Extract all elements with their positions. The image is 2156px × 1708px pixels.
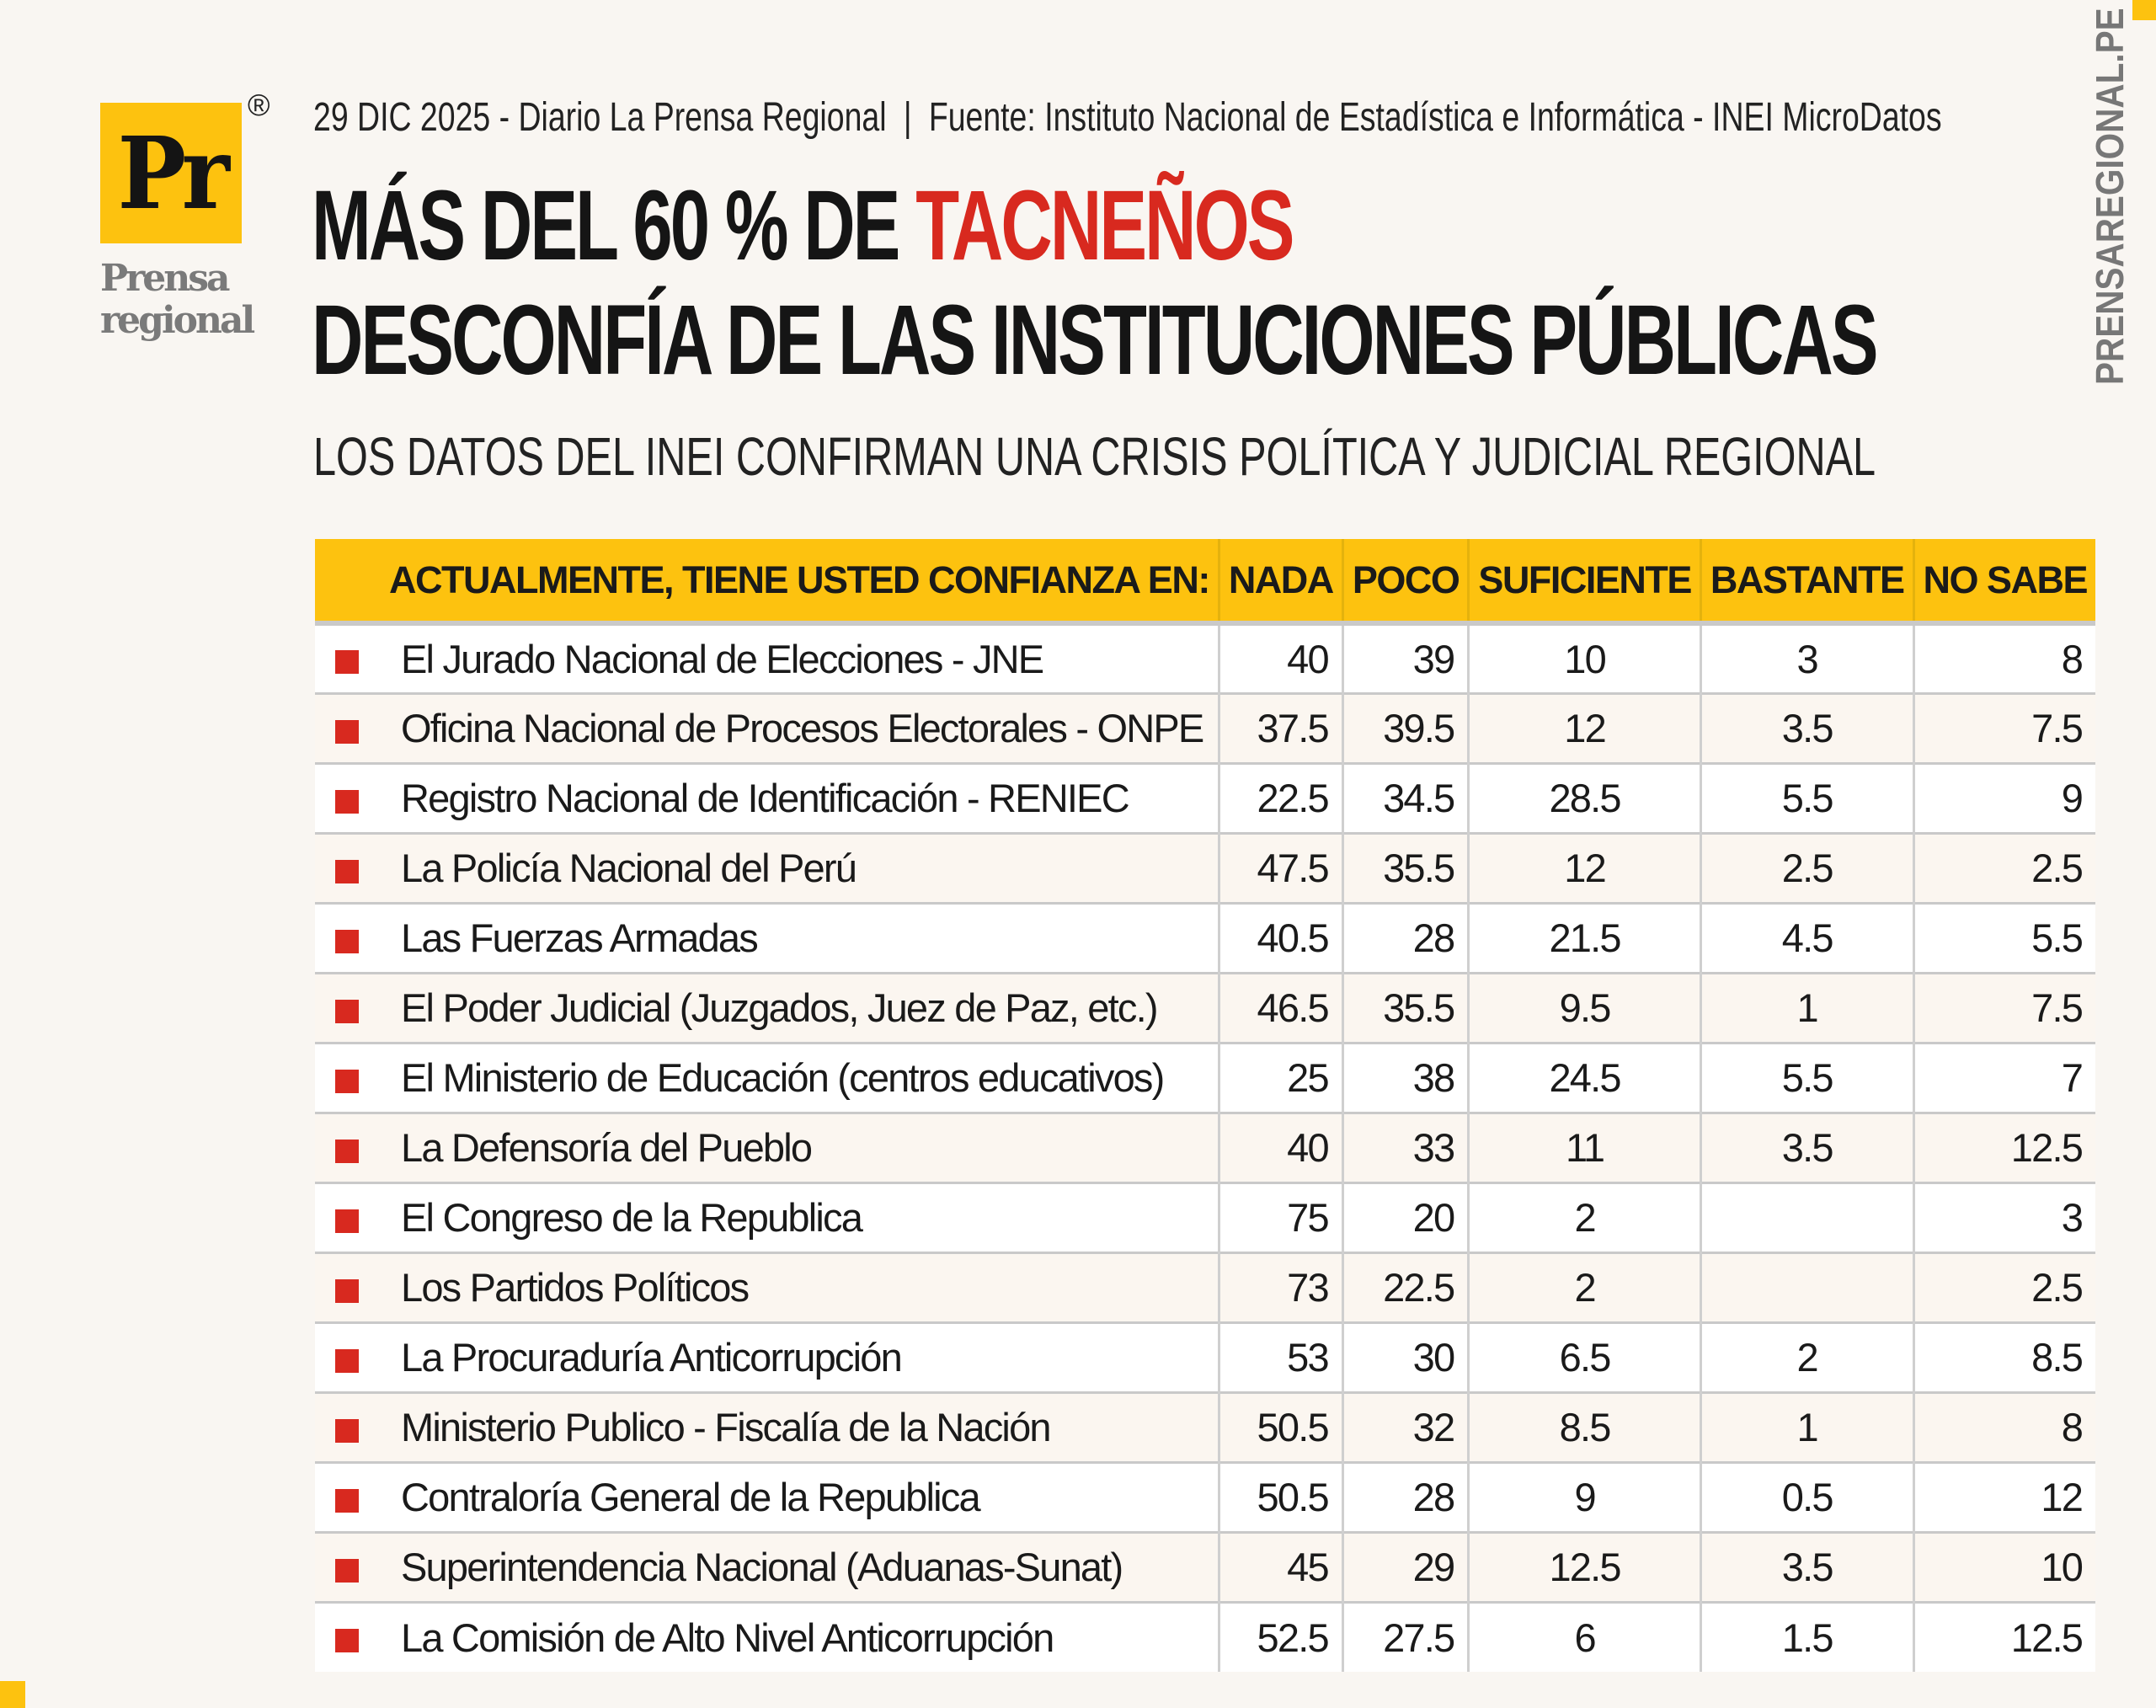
confidence-table (315, 539, 2095, 1672)
value-no-sabe: 7.5 (1913, 693, 2095, 763)
logo-mark: Pr (117, 115, 225, 232)
institution-label: El Poder Judicial (Juzgados, Juez de Paz, etc.) (401, 985, 1157, 1030)
institution-label: El Congreso de la Republica (401, 1195, 862, 1240)
value-bastante: 0.5 (1700, 1462, 1913, 1532)
bullet-square-icon (335, 1209, 359, 1233)
side-url-text: PRENSAREGIONAL.PE (2088, 8, 2132, 385)
institution-label: Las Fuerzas Armadas (401, 915, 757, 960)
institution-label: Oficina Nacional de Procesos Electorales - ONPE (401, 706, 1203, 750)
bullet-square-icon (335, 1629, 359, 1652)
value-no-sabe: 5.5 (1913, 903, 2095, 973)
value-nada: 50.5 (1219, 1462, 1342, 1532)
value-suficiente: 6.5 (1469, 1322, 1701, 1392)
bullet-square-icon (335, 860, 359, 883)
table-row (315, 903, 2095, 973)
value-suficiente: 28.5 (1469, 763, 1701, 833)
value-no-sabe: 8 (1913, 623, 2095, 693)
value-bastante: 3 (1700, 623, 1913, 693)
value-no-sabe: 10 (1913, 1532, 2095, 1602)
institution-cell (315, 1113, 1219, 1182)
value-suficiente: 10 (1469, 623, 1701, 693)
value-nada: 40.5 (1219, 903, 1342, 973)
value-poco: 34.5 (1342, 763, 1469, 833)
value-nada: 50.5 (1219, 1392, 1342, 1462)
institution-cell (315, 1252, 1219, 1322)
value-suficiente: 12 (1469, 693, 1701, 763)
institution-label: Superintendencia Nacional (Aduanas-Sunat) (401, 1545, 1123, 1589)
side-url (2087, 0, 2132, 385)
institution-cell (315, 1182, 1219, 1252)
value-bastante: 1 (1700, 1392, 1913, 1462)
bullet-square-icon (335, 1070, 359, 1093)
corner-accent-bottom (0, 1681, 25, 1708)
value-poco: 33 (1342, 1113, 1469, 1182)
meta-separator: | (903, 95, 912, 140)
institution-cell (315, 833, 1219, 903)
table-row (315, 833, 2095, 903)
institution-cell (315, 693, 1219, 763)
meta-line (313, 94, 1942, 141)
bullet-square-icon (335, 1489, 359, 1513)
institution-cell (315, 903, 1219, 973)
value-bastante: 3.5 (1700, 1113, 1913, 1182)
headline (312, 168, 1876, 398)
value-poco: 22.5 (1342, 1252, 1469, 1322)
registered-mark: ® (248, 88, 270, 122)
headline-line-2: DESCONFÍA DE LAS INSTITUCIONES PÚBLICAS (312, 285, 1876, 396)
value-nada: 22.5 (1219, 763, 1342, 833)
value-suficiente: 2 (1469, 1182, 1701, 1252)
value-bastante: 2 (1700, 1322, 1913, 1392)
institution-cell (315, 1392, 1219, 1462)
bullet-square-icon (335, 1279, 359, 1303)
value-suficiente: 24.5 (1469, 1043, 1701, 1113)
value-poco: 38 (1342, 1043, 1469, 1113)
bullet-square-icon (335, 790, 359, 814)
value-no-sabe: 12.5 (1913, 1113, 2095, 1182)
institution-label: Contraloría General de la Republica (401, 1475, 979, 1519)
value-no-sabe: 7 (1913, 1043, 2095, 1113)
headline-text: MÁS DEL 60 % DE (312, 170, 916, 281)
institution-label: La Comisión de Alto Nivel Anticorrupción (401, 1615, 1054, 1660)
bullet-square-icon (335, 1419, 359, 1443)
value-suficiente: 9.5 (1469, 973, 1701, 1043)
institution-cell (315, 1462, 1219, 1532)
value-suficiente: 12.5 (1469, 1532, 1701, 1602)
value-nada: 45 (1219, 1532, 1342, 1602)
value-bastante (1700, 1182, 1913, 1252)
value-no-sabe: 8 (1913, 1392, 2095, 1462)
institution-label: La Defensoría del Pueblo (401, 1125, 812, 1170)
table-row (315, 1322, 2095, 1392)
bullet-square-icon (335, 650, 359, 674)
value-poco: 27.5 (1342, 1602, 1469, 1672)
table-row (315, 1532, 2095, 1602)
header-poco: POCO (1342, 539, 1469, 623)
table-row (315, 1602, 2095, 1672)
header-no-sabe: NO SABE (1913, 539, 2095, 623)
value-poco: 20 (1342, 1182, 1469, 1252)
value-poco: 32 (1342, 1392, 1469, 1462)
bullet-square-icon (335, 930, 359, 953)
value-bastante: 5.5 (1700, 763, 1913, 833)
value-suficiente: 11 (1469, 1113, 1701, 1182)
value-nada: 40 (1219, 1113, 1342, 1182)
value-nada: 46.5 (1219, 973, 1342, 1043)
institution-label: Registro Nacional de Identificación - RENIEC (401, 776, 1129, 820)
value-bastante: 2.5 (1700, 833, 1913, 903)
value-bastante: 5.5 (1700, 1043, 1913, 1113)
institution-label: La Procuraduría Anticorrupción (401, 1335, 901, 1380)
value-nada: 25 (1219, 1043, 1342, 1113)
date-source: 29 DIC 2025 - Diario La Prensa Regional (313, 95, 887, 140)
table-row (315, 1182, 2095, 1252)
institution-cell (315, 763, 1219, 833)
institution-cell (315, 623, 1219, 693)
value-no-sabe: 12.5 (1913, 1602, 2095, 1672)
logo-word-2: regional (100, 299, 253, 342)
table-row (315, 1462, 2095, 1532)
institution-cell (315, 1602, 1219, 1672)
institution-cell (315, 1532, 1219, 1602)
bullet-square-icon (335, 1000, 359, 1023)
value-nada: 52.5 (1219, 1602, 1342, 1672)
value-bastante: 3.5 (1700, 1532, 1913, 1602)
table-row (315, 1252, 2095, 1322)
value-nada: 40 (1219, 623, 1342, 693)
value-bastante: 1 (1700, 973, 1913, 1043)
subtitle: LOS DATOS DEL INEI CONFIRMAN UNA CRISIS POLÍTICA Y JUDICIAL REGIONAL (313, 426, 1876, 487)
header-nada: NADA (1219, 539, 1342, 623)
value-no-sabe: 9 (1913, 763, 2095, 833)
header-institution: ACTUALMENTE, TIENE USTED CONFIANZA EN: (389, 558, 1209, 601)
value-bastante: 4.5 (1700, 903, 1913, 973)
institution-cell (315, 973, 1219, 1043)
table-row (315, 1392, 2095, 1462)
value-poco: 35.5 (1342, 833, 1469, 903)
headline-highlight: TACNEÑOS (915, 170, 1293, 281)
institution-label: El Ministerio de Educación (centros educativos) (401, 1055, 1164, 1100)
value-nada: 47.5 (1219, 833, 1342, 903)
value-no-sabe: 12 (1913, 1462, 2095, 1532)
value-nada: 73 (1219, 1252, 1342, 1322)
table-header (315, 539, 2095, 623)
value-bastante: 1.5 (1700, 1602, 1913, 1672)
value-nada: 75 (1219, 1182, 1342, 1252)
value-nada: 53 (1219, 1322, 1342, 1392)
bullet-square-icon (335, 1349, 359, 1373)
bullet-square-icon (335, 1559, 359, 1583)
institution-label: Los Partidos Políticos (401, 1265, 749, 1310)
bullet-square-icon (335, 1140, 359, 1163)
institution-label: El Jurado Nacional de Elecciones - JNE (401, 636, 1043, 681)
value-poco: 35.5 (1342, 973, 1469, 1043)
value-nada: 37.5 (1219, 693, 1342, 763)
table-row (315, 973, 2095, 1043)
value-suficiente: 6 (1469, 1602, 1701, 1672)
headline-line-1 (312, 168, 1876, 283)
value-suficiente: 21.5 (1469, 903, 1701, 973)
corner-accent-top (2132, 0, 2156, 20)
value-poco: 29 (1342, 1532, 1469, 1602)
table-row (315, 693, 2095, 763)
value-poco: 28 (1342, 1462, 1469, 1532)
institution-cell (315, 1043, 1219, 1113)
table-row (315, 1043, 2095, 1113)
value-poco: 30 (1342, 1322, 1469, 1392)
source: Fuente: Instituto Nacional de Estadística e Informática - INEI MicroDatos (928, 95, 1942, 140)
institution-label: La Policía Nacional del Perú (401, 846, 857, 890)
table-row (315, 1113, 2095, 1182)
value-poco: 28 (1342, 903, 1469, 973)
table-row (315, 623, 2095, 693)
institution-cell (315, 1322, 1219, 1392)
value-no-sabe: 7.5 (1913, 973, 2095, 1043)
logo-word-1: Prensa (100, 257, 228, 300)
value-poco: 39 (1342, 623, 1469, 693)
value-suficiente: 12 (1469, 833, 1701, 903)
bullet-square-icon (335, 720, 359, 744)
table-row (315, 763, 2095, 833)
value-bastante (1700, 1252, 1913, 1322)
value-suficiente: 2 (1469, 1252, 1701, 1322)
value-no-sabe: 8.5 (1913, 1322, 2095, 1392)
value-no-sabe: 2.5 (1913, 833, 2095, 903)
header-suficiente: SUFICIENTE (1469, 539, 1701, 623)
value-suficiente: 9 (1469, 1462, 1701, 1532)
logo-wordmark (100, 257, 253, 342)
header-bastante: BASTANTE (1700, 539, 1913, 623)
value-no-sabe: 3 (1913, 1182, 2095, 1252)
value-no-sabe: 2.5 (1913, 1252, 2095, 1322)
institution-label: Ministerio Publico - Fiscalía de la Nación (401, 1405, 1050, 1449)
value-poco: 39.5 (1342, 693, 1469, 763)
value-bastante: 3.5 (1700, 693, 1913, 763)
brand-logo (100, 103, 242, 243)
value-suficiente: 8.5 (1469, 1392, 1701, 1462)
